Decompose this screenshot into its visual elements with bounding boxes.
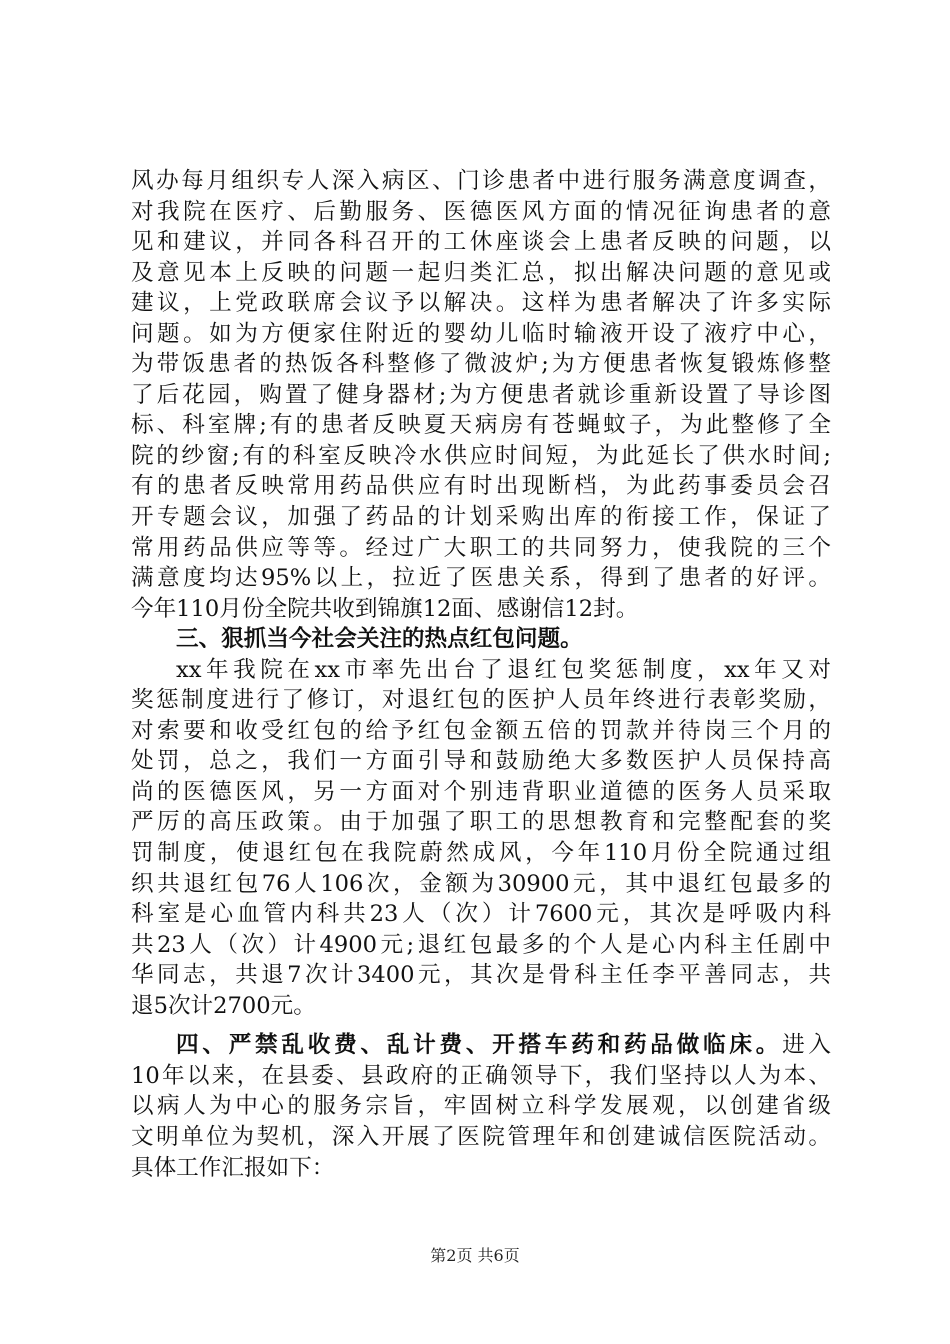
paragraph-line: 为带饭患者的热饭各科整修了微波炉;为方便患者恢复锻炼修整	[131, 351, 831, 378]
paragraph-line: 严厉的高压政策。由于加强了职工的思想教育和完整配套的奖	[131, 809, 831, 836]
paragraph-line: 风办每月组织专人深入病区、门诊患者中进行服务满意度调查，	[131, 168, 831, 194]
paragraph-line: 华同志，共退7次计3400元，其次是骨科主任李平善同志，共	[131, 962, 831, 989]
paragraph-line: 对索要和收受红包的给予红包金额五倍的罚款并待岗三个月的	[131, 717, 831, 744]
section-heading-4: 四、严禁乱收费、乱计费、开搭车药和药品做临床。	[176, 1032, 783, 1059]
paragraph-line: 建议，上党政联席会议予以解决。这样为患者解决了许多实际	[131, 290, 831, 317]
paragraph-line: 文明单位为契机，深入开展了医院管理年和创建诚信医院活动。	[131, 1123, 831, 1150]
paragraph-line: 问题。如为方便家住附近的婴幼儿临时输液开设了液疗中心，	[131, 320, 831, 347]
paragraph-line: 今年110月份全院共收到锦旗12面、感谢信12封。	[131, 595, 639, 622]
paragraph-line: 尚的医德医风，另一方面对个别违背职业道德的医务人员采取	[131, 778, 831, 805]
paragraph-line: 科室是心血管内科共23人（次）计7600元，其次是呼吸内科	[131, 901, 831, 928]
paragraph-line: 处罚，总之，我们一方面引导和鼓励绝大多数医护人员保持高	[131, 748, 831, 775]
paragraph-line: 及意见本上反映的问题一起归类汇总，拟出解决问题的意见或	[131, 259, 831, 286]
paragraph-line: 对我院在医疗、后勤服务、医德医风方面的情况征询患者的意	[131, 198, 831, 225]
document-body	[131, 166, 831, 1183]
section-heading-3: 三、狠抓当今社会关注的热点红包问题。	[176, 626, 583, 653]
paragraph-line: 满意度均达95%以上，拉近了医患关系，得到了患者的好评。	[131, 565, 831, 592]
paragraph-line: xx年我院在xx市率先出台了退红包奖惩制度，xx年又对	[176, 656, 831, 683]
paragraph-line: 常用药品供应等等。经过广大职工的共同努力，使我院的三个	[131, 534, 831, 561]
paragraph-line: 标、科室牌;有的患者反映夏天病房有苍蝇蚊子，为此整修了全	[131, 412, 831, 439]
paragraph-line: 了后花园，购置了健身器材;为方便患者就诊重新设置了导诊图	[131, 381, 831, 408]
paragraph-line: 10年以来，在县委、县政府的正确领导下，我们坚持以人为本、	[131, 1062, 831, 1089]
paragraph-line: 共23人（次）计4900元;退红包最多的个人是心内科主任剧中	[131, 931, 831, 958]
page-footer: 第2页 共6页	[430, 1246, 520, 1265]
paragraph-line: 退5次计2700元。	[131, 992, 316, 1019]
paragraph-line: 罚制度，使退红包在我院蔚然成风，今年110月份全院通过组	[131, 840, 831, 867]
paragraph-line: 以病人为中心的服务宗旨，牢固树立科学发展观，以创建省级	[131, 1093, 831, 1120]
paragraph-line: 织共退红包76人106次，金额为30900元，其中退红包最多的	[131, 870, 831, 897]
paragraph-line: 开专题会议，加强了药品的计划采购出库的衔接工作，保证了	[131, 504, 831, 531]
paragraph-line: 具体工作汇报如下：	[131, 1154, 335, 1181]
paragraph-line: 奖惩制度进行了修订，对退红包的医护人员年终进行表彰奖励，	[131, 687, 831, 714]
section-heading-4-line	[131, 1030, 831, 1061]
paragraph-text: 进入	[782, 1032, 831, 1059]
paragraph-line: 见和建议，并同各科召开的工休座谈会上患者反映的问题，以	[131, 229, 831, 256]
paragraph-line: 有的患者反映常用药品供应有时出现断档，为此药事委员会召	[131, 473, 831, 500]
paragraph-line: 院的纱窗;有的科室反映冷水供应时间短，为此延长了供水时间;	[131, 442, 831, 469]
